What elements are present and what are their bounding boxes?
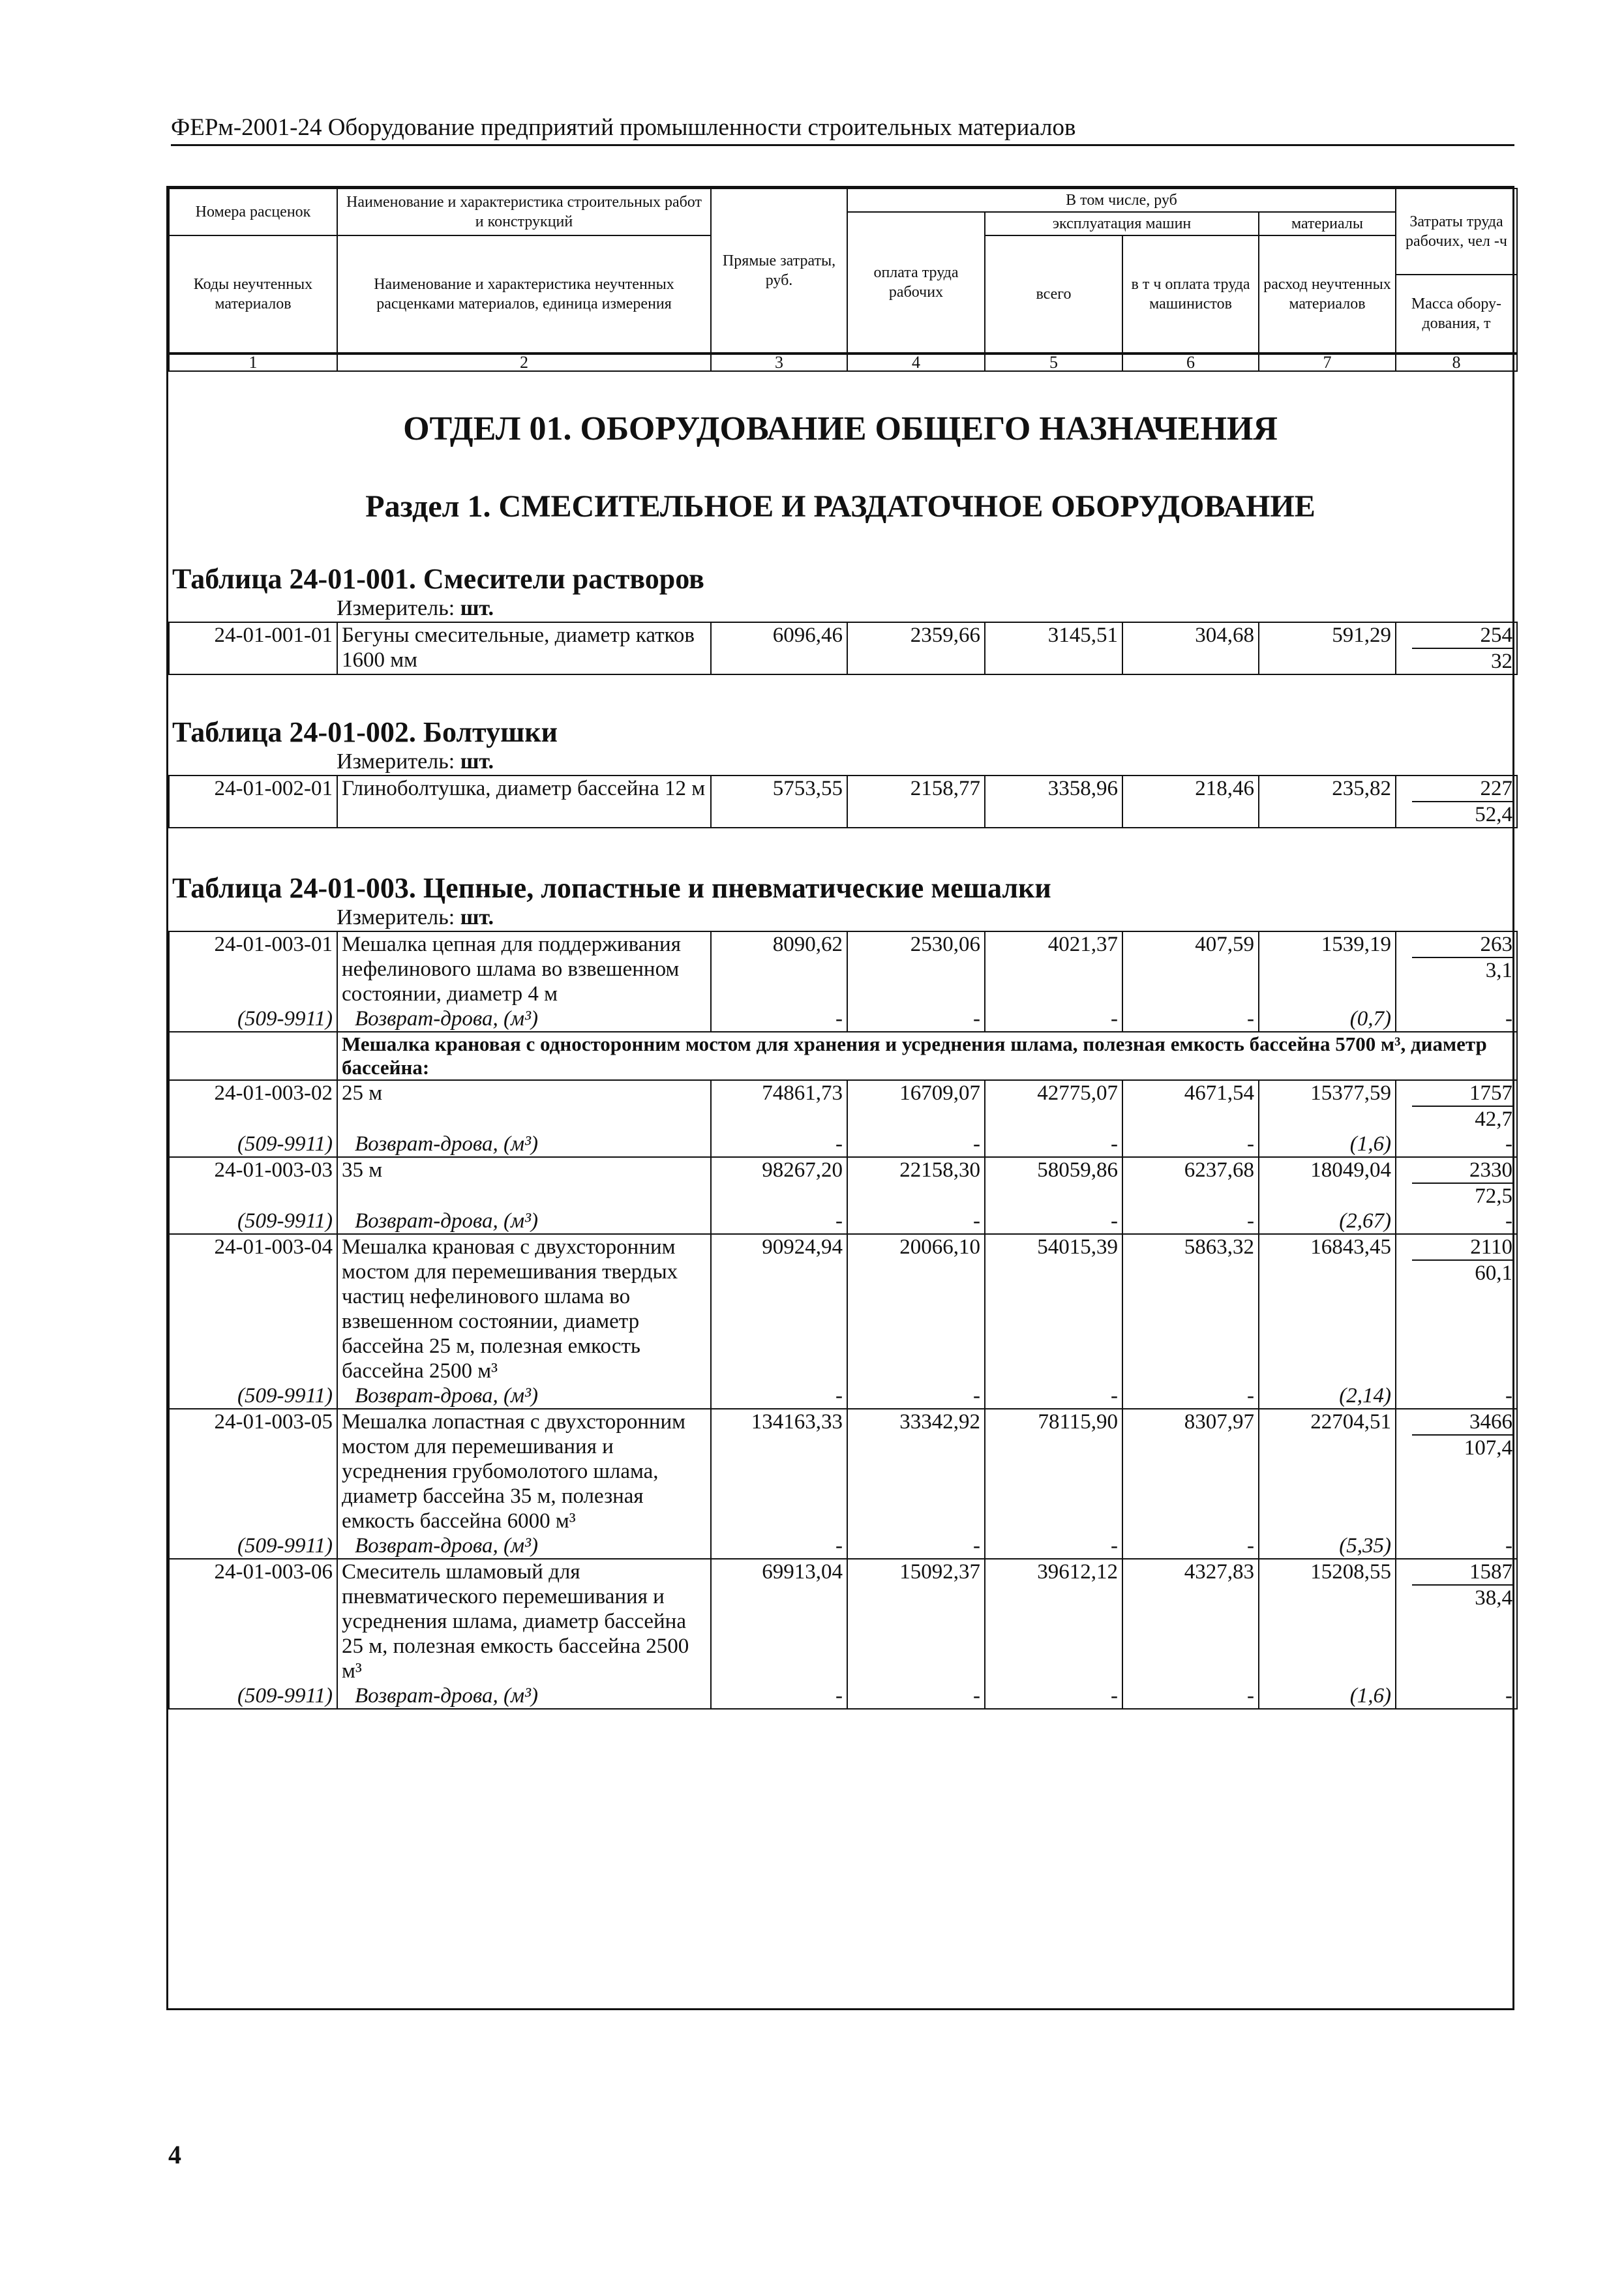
header-unaccounted-materials: расход неучтенных материалов (1259, 235, 1396, 353)
material-code: (509-9911) (169, 1383, 337, 1409)
machines-total: 42775,07 (985, 1080, 1122, 1132)
rate-name: Смеситель шламовый для пневматического перемешивания и усреднения шлама, диаметр бассейна 25 м, полезная емкость бассейна 2500 м³ (337, 1559, 711, 1683)
rate-name: Мешалка цепная для поддерживания нефелинового шлама во взвешенном состоянии, диаметр 4 м (337, 931, 711, 1006)
rate-code: 24-01-003-04 (169, 1234, 337, 1383)
materials-cost: 18049,04 (1259, 1157, 1396, 1209)
materials-cost: 15208,55 (1259, 1559, 1396, 1683)
machines-total: 4021,37 (985, 931, 1122, 1006)
material-name: Возврат-дрова, (м³) (337, 1209, 711, 1234)
equipment-mass: 60,1 (1475, 1261, 1512, 1285)
rate-code: 24-01-003-02 (169, 1080, 337, 1132)
unit-label: Измеритель: (337, 596, 455, 620)
rate-code: 24-01-003-06 (169, 1559, 337, 1683)
dash: - (985, 1209, 1122, 1234)
material-name: Возврат-дрова, (м³) (337, 1533, 711, 1559)
labor-and-mass (1396, 1157, 1517, 1209)
unit-label: Измеритель: (337, 905, 455, 929)
rate-code: 24-01-002-01 (169, 776, 337, 828)
column-number: 1 (169, 354, 337, 371)
dash: - (1396, 1132, 1517, 1157)
material-name: Возврат-дрова, (м³) (337, 1132, 711, 1157)
rate-tables (168, 562, 1512, 1710)
worker-pay: 33342,92 (847, 1409, 985, 1533)
unit-label: Измеритель: (337, 749, 455, 774)
column-numbers (168, 354, 1518, 372)
labor-and-mass (1396, 1409, 1517, 1533)
header-materials: материалы (1259, 212, 1396, 235)
header-equipment-mass: Масса обору-дования, т (1396, 275, 1517, 353)
materials-cost: 16843,45 (1259, 1234, 1396, 1383)
rate-code: 24-01-003-03 (169, 1157, 337, 1209)
dash: - (985, 1006, 1122, 1032)
worker-pay: 15092,37 (847, 1559, 985, 1683)
labor-costs: 227 (1412, 776, 1512, 802)
header-labor-costs: Затраты труда рабочих, чел -ч (1396, 188, 1517, 275)
labor-costs: 1757 (1412, 1081, 1512, 1107)
machinist-pay: 5863,32 (1122, 1234, 1259, 1383)
dash: - (847, 1006, 985, 1032)
labor-costs: 3466 (1412, 1409, 1512, 1436)
labor-costs: 1587 (1412, 1559, 1512, 1586)
machines-total: 3145,51 (985, 622, 1122, 674)
unit-line (337, 905, 1512, 931)
dash: - (985, 1533, 1122, 1559)
rate-code: 24-01-003-01 (169, 931, 337, 1006)
labor-and-mass (1396, 1234, 1517, 1383)
header-including: В том числе, руб (847, 188, 1396, 212)
dash: - (1122, 1533, 1259, 1559)
header-material-codes: Коды неучтенных материалов (169, 235, 337, 353)
page-number: 4 (168, 2140, 181, 2169)
header-direct-costs: Прямые затраты, руб. (711, 188, 847, 353)
equipment-mass: 107,4 (1464, 1436, 1512, 1460)
machinist-pay: 304,68 (1122, 622, 1259, 674)
rate-name: Мешалка крановая с двухсторонним мостом для перемешивания твердых частиц нефелинового шлама во взвешенном состоянии, диаметр бассейна 25 м, полезная емкость бассейна 2500 м³ (337, 1234, 711, 1383)
material-code: (509-9911) (169, 1683, 337, 1709)
table-title: Таблица 24-01-002. Болтушки (172, 716, 558, 748)
machines-total: 54015,39 (985, 1234, 1122, 1383)
direct-costs: 74861,73 (711, 1080, 847, 1132)
worker-pay: 22158,30 (847, 1157, 985, 1209)
dash: - (985, 1683, 1122, 1709)
labor-and-mass (1396, 1559, 1517, 1683)
machinist-pay: 407,59 (1122, 931, 1259, 1006)
table-title: Таблица 24-01-001. Смесители растворов (172, 563, 704, 595)
unit-line (337, 749, 1512, 775)
labor-and-mass (1396, 622, 1517, 674)
dash: - (711, 1383, 847, 1409)
column-number: 5 (985, 354, 1122, 371)
equipment-mass: 72,5 (1475, 1184, 1512, 1208)
rate-name: 25 м (337, 1080, 711, 1132)
dash: - (985, 1383, 1122, 1409)
rate-name: 35 м (337, 1157, 711, 1209)
worker-pay: 2359,66 (847, 622, 985, 674)
worker-pay: 2158,77 (847, 776, 985, 828)
unit-value: шт. (460, 905, 494, 929)
unit-value: шт. (460, 749, 494, 774)
machinist-pay: 8307,97 (1122, 1409, 1259, 1533)
rate-name: Бегуны смесительные, диаметр катков 1600 мм (337, 622, 711, 674)
labor-costs: 2110 (1412, 1235, 1512, 1261)
dash: - (985, 1132, 1122, 1157)
equipment-mass: 52,4 (1475, 803, 1512, 826)
equipment-mass: 42,7 (1475, 1107, 1512, 1131)
dash: - (711, 1209, 847, 1234)
column-number: 2 (337, 354, 711, 371)
header-material-names: Наименование и характеристика неучтенных расценками материалов, единица измерения (337, 235, 711, 353)
dash: - (711, 1006, 847, 1032)
material-name: Возврат-дрова, (м³) (337, 1683, 711, 1709)
rate-name: Мешалка лопастная с двухсторонним мостом для перемешивания и усреднения грубомолотого шлама, диаметр бассейна 35 м, полезная емкость бассейна 6000 м³ (337, 1409, 711, 1533)
material-code: (509-9911) (169, 1006, 337, 1032)
dash: - (1396, 1533, 1517, 1559)
column-number: 6 (1122, 354, 1259, 371)
machines-total: 58059,86 (985, 1157, 1122, 1209)
section-title: Раздел 1. СМЕСИТЕЛЬНОЕ И РАЗДАТОЧНОЕ ОБОРУДОВАНИЕ (365, 489, 1316, 524)
dash: - (847, 1209, 985, 1234)
labor-and-mass (1396, 931, 1517, 1006)
machinist-pay: 4327,83 (1122, 1559, 1259, 1683)
unit-line (337, 595, 1512, 622)
dash: - (1122, 1132, 1259, 1157)
materials-cost: 15377,59 (1259, 1080, 1396, 1132)
material-quantity: (1,6) (1259, 1132, 1396, 1157)
machines-total: 3358,96 (985, 776, 1122, 828)
machinist-pay: 4671,54 (1122, 1080, 1259, 1132)
material-quantity: (2,14) (1259, 1383, 1396, 1409)
dash: - (1122, 1006, 1259, 1032)
column-number: 7 (1259, 354, 1396, 371)
worker-pay: 20066,10 (847, 1234, 985, 1383)
dash: - (847, 1683, 985, 1709)
header-machine-operation: эксплуатация машин (985, 212, 1259, 235)
labor-costs: 254 (1412, 623, 1512, 649)
direct-costs: 6096,46 (711, 622, 847, 674)
direct-costs: 5753,55 (711, 776, 847, 828)
material-quantity: (1,6) (1259, 1683, 1396, 1709)
material-code: (509-9911) (169, 1533, 337, 1559)
department-title: ОТДЕЛ 01. ОБОРУДОВАНИЕ ОБЩЕГО НАЗНАЧЕНИЯ (403, 410, 1278, 447)
rate-table (168, 931, 1518, 1710)
material-quantity: (0,7) (1259, 1006, 1396, 1032)
rate-table (168, 622, 1518, 675)
dash: - (1396, 1683, 1517, 1709)
worker-pay: 16709,07 (847, 1080, 985, 1132)
dash: - (711, 1683, 847, 1709)
header-worker-pay: оплата труда рабочих (847, 212, 985, 353)
rate-table (168, 775, 1518, 828)
group-note: Мешалка крановая с односторонним мостом для хранения и усреднения шлама, полезная емкость бассейна 5700 м³, диаметр бассейна: (337, 1032, 1517, 1080)
machinist-pay: 6237,68 (1122, 1157, 1259, 1209)
dash: - (711, 1132, 847, 1157)
materials-cost: 1539,19 (1259, 931, 1396, 1006)
equipment-mass: 38,4 (1475, 1586, 1512, 1610)
header-machines-total: всего (985, 235, 1122, 353)
dash: - (1122, 1383, 1259, 1409)
material-code: (509-9911) (169, 1209, 337, 1234)
rate-name: Глиноболтушка, диаметр бассейна 12 м (337, 776, 711, 828)
direct-costs: 90924,94 (711, 1234, 847, 1383)
header-rate-numbers: Номера расценок (169, 188, 337, 235)
labor-and-mass (1396, 776, 1517, 828)
dash: - (847, 1132, 985, 1157)
material-quantity: (5,35) (1259, 1533, 1396, 1559)
header-machinist-pay: в т ч оплата труда машинистов (1122, 235, 1259, 353)
materials-cost: 22704,51 (1259, 1409, 1396, 1533)
material-quantity: (2,67) (1259, 1209, 1396, 1234)
materials-cost: 591,29 (1259, 622, 1396, 674)
rates-sheet (166, 186, 1514, 2010)
dash: - (711, 1533, 847, 1559)
dash: - (1122, 1683, 1259, 1709)
dash: - (847, 1533, 985, 1559)
material-name: Возврат-дрова, (м³) (337, 1383, 711, 1409)
column-number: 4 (847, 354, 985, 371)
dash: - (1396, 1209, 1517, 1234)
column-number: 3 (711, 354, 847, 371)
column-number: 8 (1396, 354, 1517, 371)
page-header: ФЕРм-2001-24 Оборудование предприятий промышленности строительных материалов (171, 113, 1514, 146)
table-title: Таблица 24-01-003. Цепные, лопастные и пневматические мешалки (172, 872, 1051, 904)
direct-costs: 8090,62 (711, 931, 847, 1006)
unit-value: шт. (460, 596, 494, 620)
equipment-mass: 32 (1491, 650, 1512, 673)
worker-pay: 2530,06 (847, 931, 985, 1006)
machines-total: 78115,90 (985, 1409, 1122, 1533)
header-work-name: Наименование и характеристика строительных работ и конструкций (337, 188, 711, 235)
machinist-pay: 218,46 (1122, 776, 1259, 828)
labor-costs: 263 (1412, 932, 1512, 958)
equipment-mass: 3,1 (1485, 959, 1512, 982)
labor-costs: 2330 (1412, 1158, 1512, 1184)
direct-costs: 98267,20 (711, 1157, 847, 1209)
rate-code: 24-01-003-05 (169, 1409, 337, 1533)
dash: - (1396, 1383, 1517, 1409)
machines-total: 39612,12 (985, 1559, 1122, 1683)
rate-code: 24-01-001-01 (169, 622, 337, 674)
table-header (168, 188, 1518, 354)
labor-and-mass (1396, 1080, 1517, 1132)
materials-cost: 235,82 (1259, 776, 1396, 828)
dash: - (847, 1383, 985, 1409)
direct-costs: 134163,33 (711, 1409, 847, 1533)
material-name: Возврат-дрова, (м³) (337, 1006, 711, 1032)
dash: - (1396, 1006, 1517, 1032)
material-code: (509-9911) (169, 1132, 337, 1157)
direct-costs: 69913,04 (711, 1559, 847, 1683)
dash: - (1122, 1209, 1259, 1234)
